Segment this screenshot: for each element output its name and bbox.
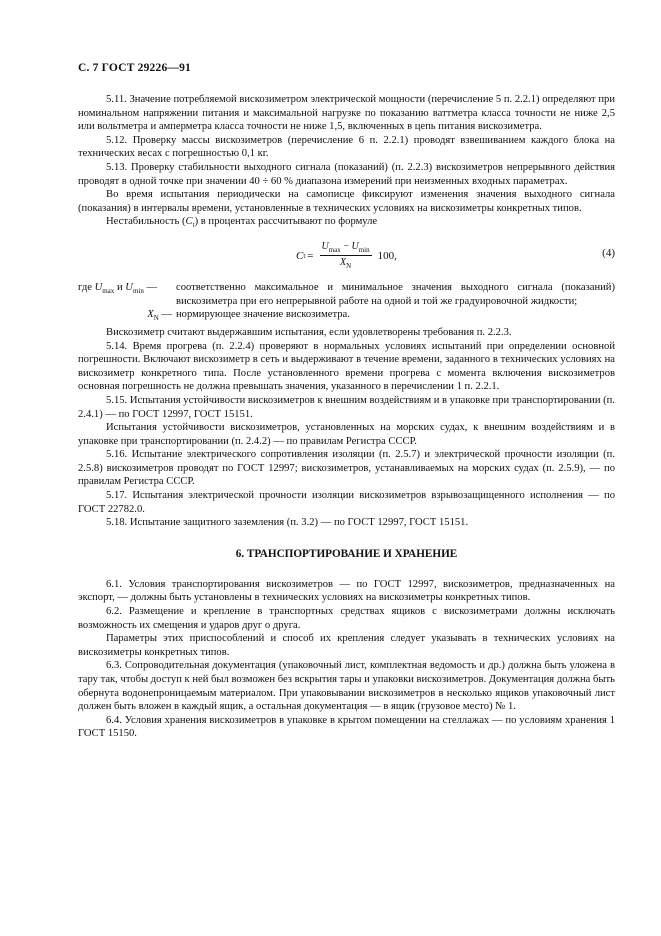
paragraph-5-13: 5.13. Проверку стабильности выходного сигнала (показаний) (п. 2.2.3) вискозиметров непрерывного действия проводят в одной точке при значении 40 ÷ 60 % диапазона измерений при неизменных входных параметрах.	[78, 161, 615, 187]
paragraph-5-18: 5.18. Испытание защитного заземления (п. 3.2) — по ГОСТ 12997, ГОСТ 15151.	[106, 517, 469, 529]
paragraph-5-12: 5.12. Проверку массы вискозиметров (перечисление 6 п. 2.2.1) проводят взвешиванием каждого блока на технических весах с погрешностью 0,1 кг.	[78, 134, 615, 160]
formula-number: (4)	[602, 247, 615, 260]
paragraph-5-16: 5.16. Испытание электрического сопротивления изоляции (п. 2.5.7) и электрической прочности изоляции (п. 2.5.8) вискозиметров проводят по ГОСТ 12997; вискозиметров, устанавливаемых на морских судах (п. 2.5.9), — по правилам Регистра СССР.	[78, 449, 615, 488]
paragraph-6-3: 6.3. Сопроводительная документация (упаковочный лист, комплектная ведомость и др.) должна быть уложена в тару так, чтобы доступ к ней был возможен без вскрытия тары и упаковки вискозиметров. Документация должна быть обернута водонепроницаемым материалом. При упаковывании вискозиметров в несколько ящиков упаковочный лист должен быть вложен в каждый ящик, а остальная документация — в ящик (грузовое место) № 1.	[78, 660, 615, 713]
paragraph-5-14: 5.14. Время прогрева (п. 2.2.4) проверяют в нормальных условиях испытаний при определении основной погрешности. Включают вискозиметр в сеть и выдерживают в течение времени, заданного в технических условиях на вискозиметр конкретного типа. После установленного времени прогрева с момента включения вискозиметров основная погрешность не должна превышать значения, указанного в перечислении 1 п. 2.2.1.	[78, 340, 615, 393]
paragraph-5-11: 5.11. Значение потребляемой вискозиметром электрической мощности (перечисление 5 п. 2.2.1) определяют при номинальном напряжении питания и максимальной нагрузке по показанию ваттметра класса точности не ниже 2,5 или вольтметра и амперметра класса точности не ниже 1,5, включенных в цепь питания вискозиметра.	[78, 94, 615, 133]
paragraph-5-17: 5.17. Испытания электрической прочности изоляции вискозиметров взрывозащищенного исполнения — по ГОСТ 22782.0.	[78, 490, 615, 515]
paragraph-6-2: 6.2. Размещение и крепление в транспортных средствах ящиков с вискозиметрами должны исключать возможность их смещения и ударов друг о друга.	[78, 606, 615, 631]
paragraph-6-1: 6.1. Условия транспортирования вискозиметров — по ГОСТ 12997, вискозиметров, предназначенных на экспорт, — должны быть установлены в технических условиях на вискозиметры конкретных типов.	[78, 578, 615, 604]
formula-fraction: $\frac{U_{max} - U_{min}}{X_N}$	[321, 241, 370, 271]
formula-intro: Нестабильность $(C_t)$ в процентах рассчитывают по формуле	[106, 216, 378, 230]
paragraph-6-2-params: Параметры этих приспособлений и способ их крепления следует указывать в технических условиях на вискозиметры конкретных типов.	[78, 633, 615, 658]
page-header: С. 7 ГОСТ 29226—91	[78, 62, 191, 74]
paragraph-6-4: 6.4. Условия хранения вискозиметров в упаковке в крытом помещении на стеллажах — по условиям хранения 1 ГОСТ 15150.	[78, 714, 615, 740]
formula-lhs: C	[296, 249, 304, 262]
formula-4: C t = $\frac{U_{max} - U_{min}}{X_N}$ 100, (4)	[296, 241, 615, 271]
where-clause-1: где $U_{max}$ и $U_{min}$ — соответственно максимальное и минимальное значения выходного сигнала (показаний) вискозиметра при его непрерывной работе на одной и той же градуировочной жидкости;	[78, 282, 615, 307]
document-page	[78, 62, 615, 741]
where-clause-2: $X_N$ — нормирующее значение вискозиметра.	[147, 309, 350, 323]
paragraph-passed: Вискозиметр считают выдержавшим испытания, если удовлетворены требования п. 2.2.3.	[106, 326, 512, 338]
paragraph-5-13-note: Во время испытания периодически на самописце фиксируют изменения значения выходного сигнала (показания) в интервалы времени, установленные в технических условиях на вискозиметры конкретных типов.	[78, 189, 615, 214]
section-title: 6. ТРАНСПОРТИРОВАНИЕ И ХРАНЕНИЕ	[235, 547, 458, 560]
paragraph-5-15: 5.15. Испытания устойчивости вискозиметров к внешним воздействиям и в упаковке при транспортировании (п. 2.4.1) — по ГОСТ 12997, ГОСТ 15151.	[78, 394, 615, 420]
paragraph-5-15-ships: Испытания устойчивости вискозиметров, установленных на морских судах, к внешним воздействиям и в упаковке при транспортировании (п. 2.4.2) — по правилам Регистра СССР.	[78, 422, 615, 447]
formula-multiplier: 100,	[377, 249, 397, 262]
